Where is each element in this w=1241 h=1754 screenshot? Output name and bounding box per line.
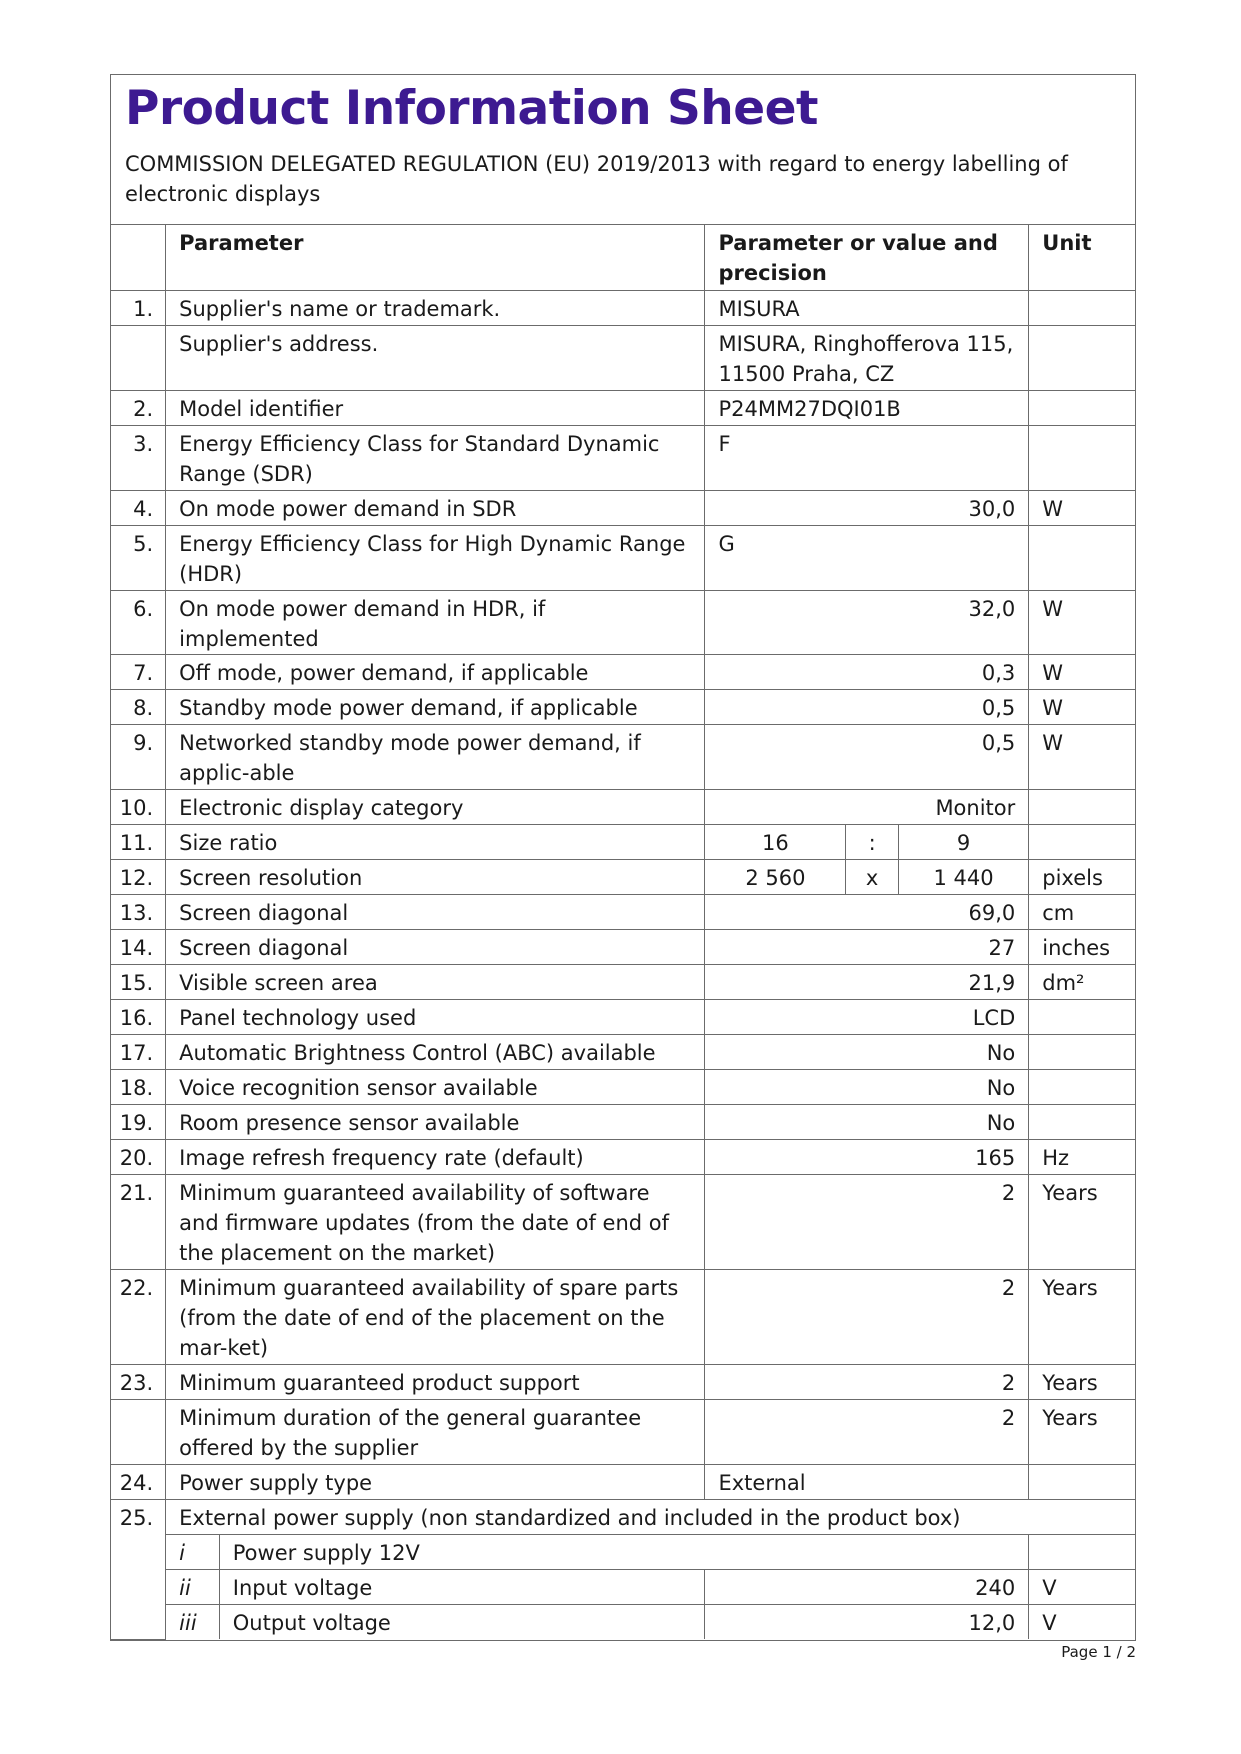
row-value: LCD xyxy=(705,999,1029,1034)
table-row xyxy=(111,1174,1135,1269)
psu-subrow-parameter: Input voltage xyxy=(219,1569,705,1604)
title-section xyxy=(111,75,1135,225)
header-unit: Unit xyxy=(1029,225,1135,290)
row-number: 25. xyxy=(111,1499,166,1639)
row-unit: Years xyxy=(1029,1364,1135,1399)
row-number: 12. xyxy=(111,859,166,894)
row-unit: W xyxy=(1029,724,1135,789)
table-row xyxy=(111,1104,1135,1139)
table-row xyxy=(111,1499,1135,1534)
row-unit: Years xyxy=(1029,1399,1135,1464)
row-value: 2 xyxy=(705,1364,1029,1399)
row-number: 21. xyxy=(111,1174,166,1269)
table-row xyxy=(111,964,1135,999)
row-parameter: On mode power demand in HDR, if implemented xyxy=(166,590,705,654)
row-parameter: Minimum guaranteed product support xyxy=(166,1364,705,1399)
row-value: No xyxy=(705,1104,1029,1139)
row-value: No xyxy=(705,1034,1029,1069)
row-parameter: Screen diagonal xyxy=(166,929,705,964)
row-number: 23. xyxy=(111,1364,166,1399)
page-number: Page 1 / 2 xyxy=(1061,1643,1136,1661)
table-row xyxy=(111,425,1135,490)
row-parameter: Standby mode power demand, if applicable xyxy=(166,689,705,724)
row-value-separator: : xyxy=(846,824,899,859)
row-unit: W xyxy=(1029,590,1135,654)
row-value: MISURA, Ringhofferova 115, 11500 Praha, CZ xyxy=(705,325,1029,390)
header-num xyxy=(111,225,166,290)
row-value: 0,5 xyxy=(705,689,1029,724)
row-unit: Hz xyxy=(1029,1139,1135,1174)
row-value: 0,3 xyxy=(705,654,1029,689)
psu-subrow-index: iii xyxy=(166,1604,220,1639)
row-value-right: 9 xyxy=(898,824,1028,859)
row-number: 20. xyxy=(111,1139,166,1174)
row-number: 14. xyxy=(111,929,166,964)
row-parameter: Image refresh frequency rate (default) xyxy=(166,1139,705,1174)
row-parameter: Power supply type xyxy=(166,1464,705,1499)
row-parameter: Panel technology used xyxy=(166,999,705,1034)
row-value: 165 xyxy=(705,1139,1029,1174)
row-parameter: Visible screen area xyxy=(166,964,705,999)
table-row xyxy=(111,325,1135,390)
psu-subrow-value: 12,0 xyxy=(705,1604,1029,1639)
psu-subrow-index: i xyxy=(166,1534,220,1569)
row-value: G xyxy=(705,525,1029,590)
row-value: 69,0 xyxy=(705,894,1029,929)
row-unit: cm xyxy=(1029,894,1135,929)
psu-subrow-value: 240 xyxy=(705,1569,1029,1604)
row-parameter: Off mode, power demand, if applicable xyxy=(166,654,705,689)
psu-subrow-parameter: Power supply 12V xyxy=(219,1534,1029,1569)
row-unit xyxy=(1029,1104,1135,1139)
row-parameter: Screen diagonal xyxy=(166,894,705,929)
row-number: 2. xyxy=(111,390,166,425)
row-parameter: Supplier's name or trademark. xyxy=(166,290,705,325)
row-parameter: Automatic Brightness Control (ABC) available xyxy=(166,1034,705,1069)
row-value-separator: x xyxy=(846,859,899,894)
row-parameter: Size ratio xyxy=(166,824,705,859)
row-number: 10. xyxy=(111,789,166,824)
row-value: Monitor xyxy=(705,789,1029,824)
row-number: 3. xyxy=(111,425,166,490)
table-row xyxy=(111,789,1135,824)
page-title: Product Information Sheet xyxy=(125,81,818,136)
row-parameter: External power supply (non standardized and included in the product box) xyxy=(166,1499,1135,1534)
row-parameter: Minimum duration of the general guarantee offered by the supplier xyxy=(166,1399,705,1464)
row-unit xyxy=(1029,425,1135,490)
row-number xyxy=(111,1399,166,1464)
row-unit: dm² xyxy=(1029,964,1135,999)
row-number: 1. xyxy=(111,290,166,325)
row-value: P24MM27DQI01B xyxy=(705,390,1029,425)
header-parameter: Parameter xyxy=(166,225,705,290)
row-number: 5. xyxy=(111,525,166,590)
parameter-table xyxy=(111,225,1135,1640)
row-value: 21,9 xyxy=(705,964,1029,999)
psu-subrow xyxy=(111,1534,1135,1569)
table-row xyxy=(111,290,1135,325)
table-row xyxy=(111,689,1135,724)
table-row xyxy=(111,894,1135,929)
row-number: 19. xyxy=(111,1104,166,1139)
row-unit xyxy=(1029,999,1135,1034)
table-row xyxy=(111,724,1135,789)
row-value: 2 xyxy=(705,1399,1029,1464)
row-value: 2 xyxy=(705,1174,1029,1269)
psu-subrow-unit xyxy=(1029,1534,1135,1569)
row-value: 2 xyxy=(705,1269,1029,1364)
row-number xyxy=(111,325,166,390)
row-number: 16. xyxy=(111,999,166,1034)
row-number: 11. xyxy=(111,824,166,859)
table-row xyxy=(111,929,1135,964)
row-unit: inches xyxy=(1029,929,1135,964)
row-unit xyxy=(1029,1034,1135,1069)
row-unit: W xyxy=(1029,654,1135,689)
row-unit xyxy=(1029,290,1135,325)
row-parameter: Energy Efficiency Class for Standard Dynamic Range (SDR) xyxy=(166,425,705,490)
row-value: 32,0 xyxy=(705,590,1029,654)
table-row xyxy=(111,654,1135,689)
row-value: External xyxy=(705,1464,1029,1499)
row-unit: W xyxy=(1029,490,1135,525)
row-number: 17. xyxy=(111,1034,166,1069)
row-value-left: 2 560 xyxy=(705,859,846,894)
regulation-subtitle: COMMISSION DELEGATED REGULATION (EU) 2019/2013 with regard to energy labelling of electronic displays xyxy=(125,152,1068,206)
row-unit xyxy=(1029,789,1135,824)
row-parameter: Voice recognition sensor available xyxy=(166,1069,705,1104)
row-number: 6. xyxy=(111,590,166,654)
row-parameter: Energy Efficiency Class for High Dynamic Range (HDR) xyxy=(166,525,705,590)
psu-subrow xyxy=(111,1569,1135,1604)
row-value: 27 xyxy=(705,929,1029,964)
row-number: 8. xyxy=(111,689,166,724)
row-value: MISURA xyxy=(705,290,1029,325)
table-row xyxy=(111,525,1135,590)
row-unit: Years xyxy=(1029,1174,1135,1269)
table-row xyxy=(111,390,1135,425)
row-value-left: 16 xyxy=(705,824,846,859)
row-unit xyxy=(1029,390,1135,425)
product-information-sheet xyxy=(110,74,1136,1641)
row-parameter: Model identifier xyxy=(166,390,705,425)
row-unit: pixels xyxy=(1029,859,1135,894)
table-row xyxy=(111,824,1135,859)
table-row xyxy=(111,1034,1135,1069)
table-row xyxy=(111,859,1135,894)
row-value-right: 1 440 xyxy=(898,859,1028,894)
row-number: 7. xyxy=(111,654,166,689)
row-parameter: Supplier's address. xyxy=(166,325,705,390)
row-value: F xyxy=(705,425,1029,490)
table-row xyxy=(111,1364,1135,1399)
row-parameter: On mode power demand in SDR xyxy=(166,490,705,525)
row-number: 15. xyxy=(111,964,166,999)
row-number: 24. xyxy=(111,1464,166,1499)
row-value: 0,5 xyxy=(705,724,1029,789)
row-value: No xyxy=(705,1069,1029,1104)
table-row xyxy=(111,1069,1135,1104)
row-parameter: Screen resolution xyxy=(166,859,705,894)
table-row xyxy=(111,1399,1135,1464)
row-number: 18. xyxy=(111,1069,166,1104)
row-unit xyxy=(1029,1464,1135,1499)
table-header-row xyxy=(111,225,1135,290)
row-unit xyxy=(1029,824,1135,859)
table-row xyxy=(111,999,1135,1034)
row-unit xyxy=(1029,325,1135,390)
table-row xyxy=(111,1464,1135,1499)
row-value: 30,0 xyxy=(705,490,1029,525)
psu-subrow-index: ii xyxy=(166,1569,220,1604)
header-value: Parameter or value and precision xyxy=(705,225,1029,290)
table-row xyxy=(111,590,1135,654)
row-number: 22. xyxy=(111,1269,166,1364)
psu-subrow-unit: V xyxy=(1029,1604,1135,1639)
psu-subrow-parameter: Output voltage xyxy=(219,1604,705,1639)
row-parameter: Minimum guaranteed availability of software and firmware updates (from the date of end of the placement on the market) xyxy=(166,1174,705,1269)
row-parameter: Electronic display category xyxy=(166,789,705,824)
table-row xyxy=(111,1269,1135,1364)
row-number: 13. xyxy=(111,894,166,929)
table-row xyxy=(111,490,1135,525)
row-number: 9. xyxy=(111,724,166,789)
row-unit: Years xyxy=(1029,1269,1135,1364)
row-parameter: Minimum guaranteed availability of spare parts (from the date of end of the placement on the mar-ket) xyxy=(166,1269,705,1364)
psu-subrow-unit: V xyxy=(1029,1569,1135,1604)
row-unit: W xyxy=(1029,689,1135,724)
row-parameter: Networked standby mode power demand, if applic-able xyxy=(166,724,705,789)
row-parameter: Room presence sensor available xyxy=(166,1104,705,1139)
table-row xyxy=(111,1139,1135,1174)
psu-subrow xyxy=(111,1604,1135,1639)
row-unit xyxy=(1029,1069,1135,1104)
row-unit xyxy=(1029,525,1135,590)
row-number: 4. xyxy=(111,490,166,525)
